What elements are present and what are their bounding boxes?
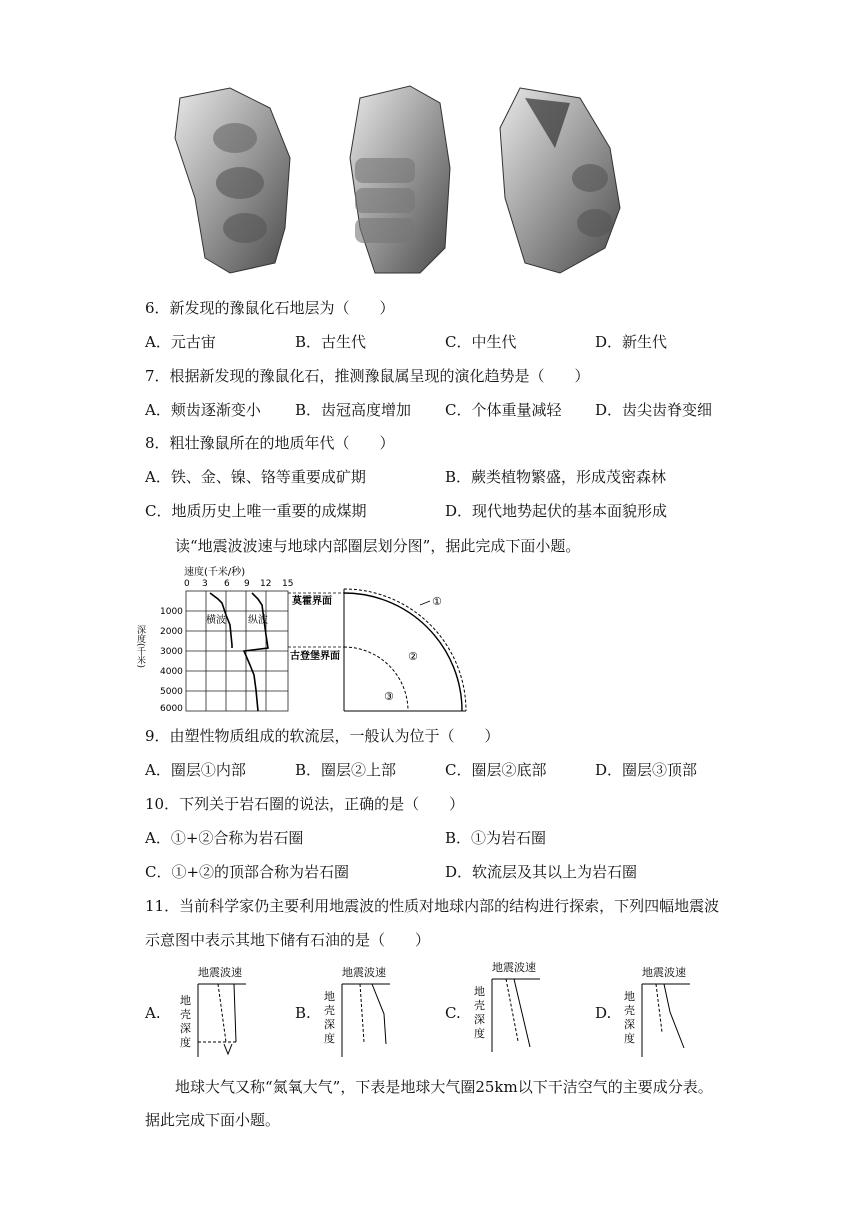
question-6-stem: 6．新发现的豫鼠化石地层为（ ） — [145, 299, 395, 317]
q9-option-c[interactable]: C．圈层②底部 — [445, 761, 547, 779]
q11-chart-a — [176, 962, 256, 1062]
svg-text:地: 地 — [624, 990, 635, 1003]
q11-chart-b — [320, 962, 400, 1062]
atmosphere-intro-line2: 据此完成下面小题。 — [145, 1111, 281, 1129]
svg-text:地: 地 — [474, 985, 485, 998]
chart-c-top-label: 地震波速 — [492, 961, 536, 974]
q8-option-a[interactable]: A．铁、金、镍、铬等重要成矿期 — [145, 468, 366, 486]
q8-option-c[interactable]: C．地质历史上唯一重要的成煤期 — [145, 502, 367, 520]
question-8-stem: 8．粗壮豫鼠所在的地质年代（ ） — [145, 434, 395, 452]
layer-3-label: ③ — [384, 690, 394, 703]
svg-text:壳: 壳 — [624, 1004, 635, 1017]
q6-option-d[interactable]: D．新生代 — [595, 333, 668, 351]
chart-b-top-label: 地震波速 — [342, 966, 386, 979]
q8-option-d[interactable]: D．现代地势起伏的基本面貌形成 — [445, 502, 668, 520]
q11-option-d[interactable]: D. — [595, 1004, 612, 1022]
depth-tick-6000: 6000 — [160, 704, 183, 714]
fossil-view-3 — [500, 88, 620, 273]
x-tick-9: 9 — [244, 579, 250, 589]
p-wave-label: 纵波 — [248, 615, 268, 626]
x-tick-3: 3 — [202, 579, 208, 589]
svg-text:深: 深 — [624, 1018, 635, 1031]
svg-text:度: 度 — [324, 1032, 335, 1045]
depth-axis-label: 深度(千米) — [135, 625, 145, 669]
atmosphere-intro-line1: 地球大气又称“氮氧大气”，下表是地球大气圈25km以下干洁空气的主要成分表。 — [175, 1078, 713, 1096]
svg-text:壳: 壳 — [474, 999, 485, 1012]
layer-1-label: ① — [432, 595, 442, 608]
question-10-stem: 10．下列关于岩石圈的说法，正确的是（ ） — [145, 795, 465, 813]
question-11-stem-line2: 示意图中表示其地下储有石油的是（ ） — [145, 931, 431, 949]
q6-option-c[interactable]: C．中生代 — [445, 333, 517, 351]
x-tick-0: 0 — [184, 579, 190, 589]
q11-chart-c — [470, 957, 550, 1057]
q10-option-c[interactable]: C．①+②的顶部合称为岩石圈 — [145, 863, 350, 881]
x-tick-15: 15 — [282, 579, 294, 589]
q6-option-b[interactable]: B．古生代 — [295, 333, 367, 351]
svg-text:度: 度 — [180, 1036, 191, 1049]
depth-tick-4000: 4000 — [160, 667, 183, 677]
x-tick-12: 12 — [260, 579, 272, 589]
seismic-wave-figure — [135, 565, 480, 715]
q10-option-b[interactable]: B．①为岩石圈 — [445, 829, 547, 847]
moho-label: 莫霍界面 — [292, 596, 332, 607]
svg-text:度: 度 — [624, 1032, 635, 1045]
svg-text:地: 地 — [180, 994, 191, 1007]
fossil-view-1 — [175, 88, 290, 273]
svg-text:度: 度 — [474, 1027, 485, 1040]
q9-option-a[interactable]: A．圈层①内部 — [145, 761, 246, 779]
q7-option-b[interactable]: B．齿冠高度增加 — [295, 401, 412, 419]
gutenberg-label: 古登堡界面 — [290, 651, 340, 662]
q7-option-c[interactable]: C．个体重量减轻 — [445, 401, 562, 419]
q10-option-d[interactable]: D．软流层及其以上为岩石圈 — [445, 863, 638, 881]
q7-option-a[interactable]: A．颊齿逐渐变小 — [145, 401, 261, 419]
depth-tick-2000: 2000 — [160, 627, 183, 637]
q7-option-d[interactable]: D．齿尖齿脊变细 — [595, 401, 713, 419]
question-11-stem-line1: 11．当前科学家仍主要利用地震波的性质对地球内部的结构进行探索，下列四幅地震波 — [145, 897, 720, 915]
q9-option-d[interactable]: D．圈层③顶部 — [595, 761, 698, 779]
chart-d-top-label: 地震波速 — [642, 966, 686, 979]
q11-option-c[interactable]: C. — [445, 1004, 461, 1022]
q11-chart-d — [620, 962, 700, 1062]
q6-option-a[interactable]: A．元古宙 — [145, 333, 216, 351]
seismic-grid — [186, 591, 288, 711]
layer-2-label: ② — [408, 650, 418, 663]
question-7-stem: 7．根据新发现的豫鼠化石，推测豫鼠属呈现的演化趋势是（ ） — [145, 367, 590, 385]
q11-option-a[interactable]: A. — [145, 1004, 161, 1022]
earth-layers-diagram — [344, 589, 466, 711]
q11-option-b[interactable]: B. — [295, 1004, 311, 1022]
fossil-teeth-figure — [160, 78, 660, 278]
q9-option-b[interactable]: B．圈层②上部 — [295, 761, 397, 779]
question-9-stem: 9．由塑性物质组成的软流层，一般认为位于（ ） — [145, 727, 500, 745]
svg-text:壳: 壳 — [324, 1004, 335, 1017]
fossil-view-2 — [350, 86, 450, 273]
x-tick-6: 6 — [224, 579, 230, 589]
svg-text:深: 深 — [324, 1018, 335, 1031]
svg-text:深: 深 — [180, 1022, 191, 1035]
svg-text:壳: 壳 — [180, 1008, 191, 1021]
svg-text:地: 地 — [324, 990, 335, 1003]
chart-a-top-label: 地震波速 — [198, 966, 242, 979]
q8-option-b[interactable]: B．蕨类植物繁盛，形成茂密森林 — [445, 468, 667, 486]
depth-tick-1000: 1000 — [160, 607, 183, 617]
seismic-intro: 读“地震波波速与地球内部圈层划分图”，据此完成下面小题。 — [175, 537, 581, 555]
depth-tick-5000: 5000 — [160, 687, 183, 697]
velocity-axis-title: 速度(千米/秒) — [184, 567, 246, 578]
q10-option-a[interactable]: A．①+②合称为岩石圈 — [145, 829, 304, 847]
svg-text:深: 深 — [474, 1013, 485, 1026]
depth-tick-3000: 3000 — [160, 647, 183, 657]
s-wave-label: 横波 — [206, 615, 226, 626]
